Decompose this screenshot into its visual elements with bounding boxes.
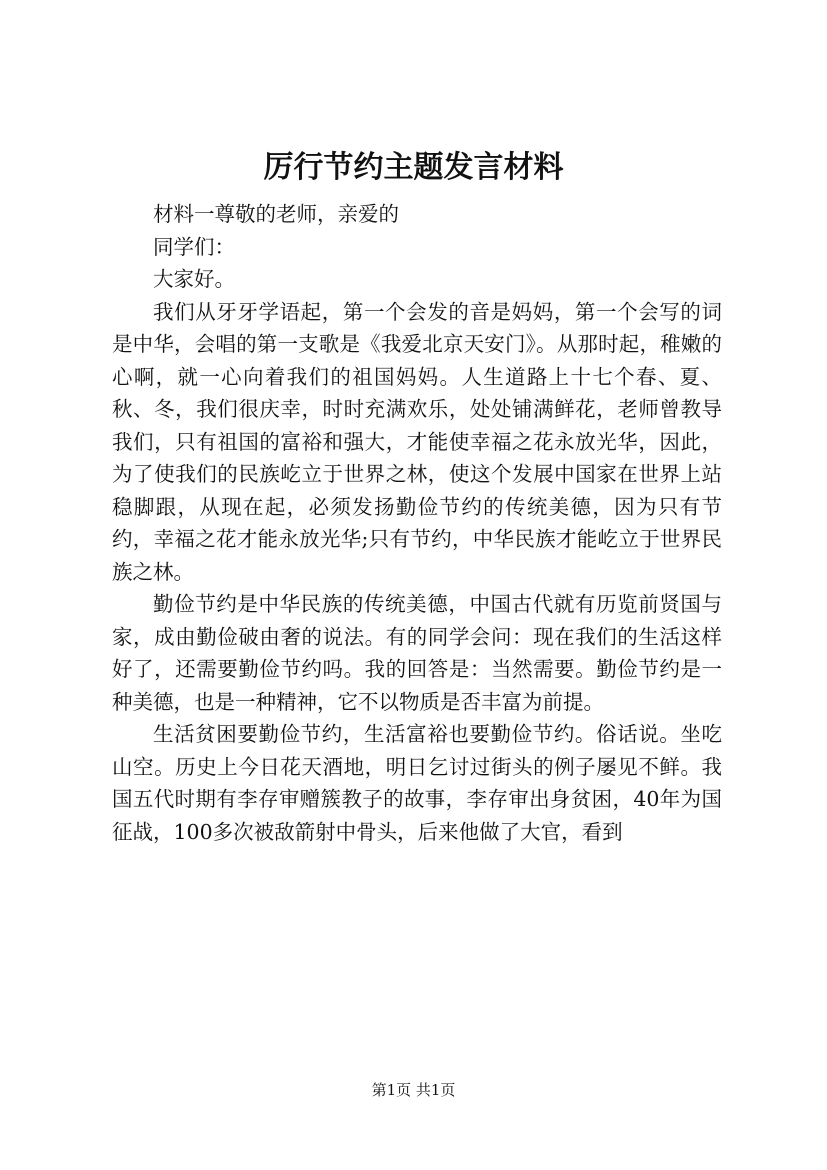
page-footer: 第1页 共1页 [371, 1081, 456, 1099]
document-title: 厉行节约主题发言材料 [263, 150, 564, 185]
paragraph-salutation-cont: 同学们： [153, 234, 235, 259]
paragraph-salutation: 材料一尊敬的老师，亲爱的 [153, 202, 399, 226]
paragraph-body: 我们从牙牙学语起，第一个会发的音是妈妈，第一个会写的词是中华，会唱的第一支歌是《我爱北京天安门》。从那时起，稚嫩的心啊，就一心向着我们的祖国妈妈。人生道路上十七个春、夏、秋、冬，我们很庆幸，时时充满欢乐，处处铺满鲜花，老师曾教导我们，只有祖国的富裕和强大，才能使幸福之花永放光华，因此，为了使我们的民族屹立于世界之林，使这个发展中国家在世界上站稳脚跟，从现在起，必须发扬勤俭节约的传统美德，因为只有节约，幸福之花才能永放光华;只有节约，中华民族才能屹立于世界民族之林。 [112, 299, 722, 584]
paragraph-greeting: 大家好。 [153, 267, 235, 291]
paragraph-body: 勤俭节约是中华民族的传统美德，中国古代就有历览前贤国与家，成由勤俭破由奢的说法。有的同学会问：现在我们的生活这样好了，还需要勤俭节约吗。我的回答是：当然需要。勤俭节约是一种美德，也是一种精神，它不以物质是否丰富为前提。 [112, 592, 722, 714]
paragraph-body: 生活贫困要勤俭节约，生活富裕也要勤俭节约。俗话说。坐吃山空。历史上今日花天酒地，明日乞讨过街头的例子屡见不鲜。我国五代时期有李存审赠簇教子的故事，李存审出身贫困，40年为国征战，100多次被敌箭射中骨头，后来他做了大官，看到 [112, 722, 722, 844]
document-body [112, 198, 722, 848]
